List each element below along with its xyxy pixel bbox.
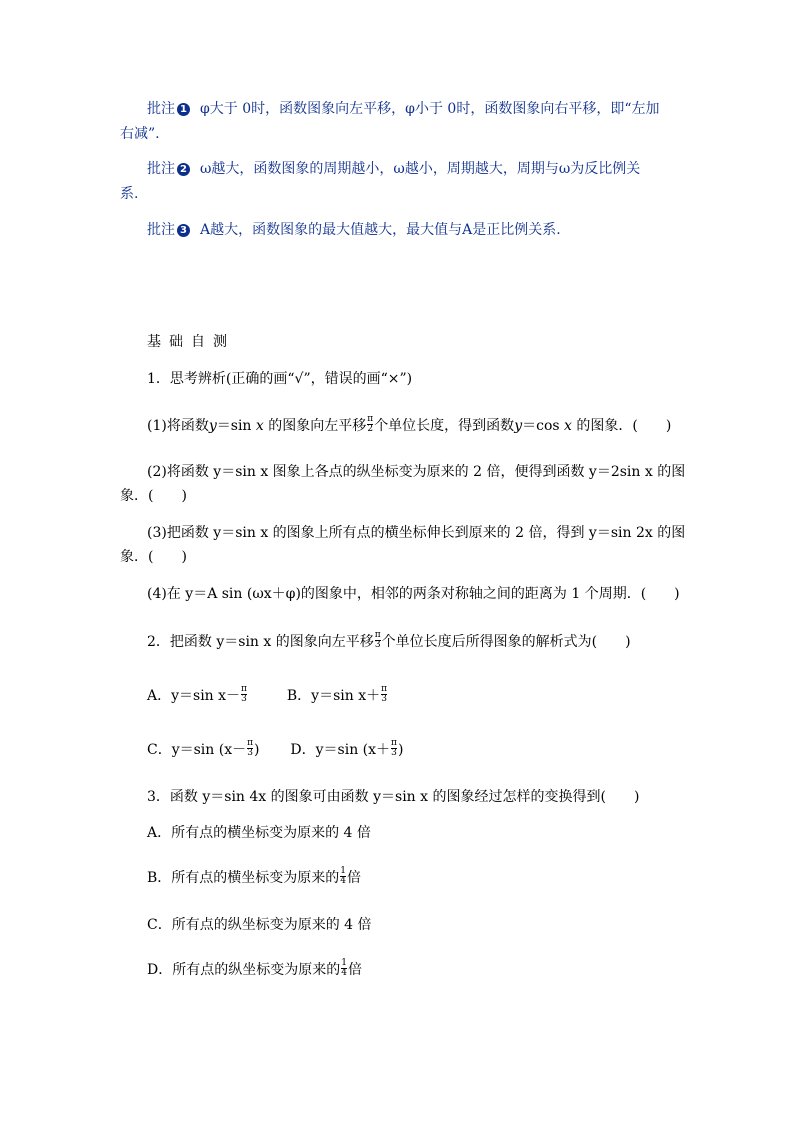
fraction — [340, 867, 346, 886]
note-2-cont: 系. — [120, 186, 139, 202]
numerator: 1 — [341, 957, 347, 968]
text: ) — [254, 742, 260, 758]
question-1-stem: 1．思考辨析(正确的画“√”，错误的画“×”) — [147, 371, 413, 387]
question-3-option-d — [147, 958, 707, 982]
note-label: 批注 — [147, 101, 175, 117]
text: 倍 — [347, 962, 362, 978]
question-2-stem — [147, 630, 707, 654]
denominator: 2 — [367, 423, 374, 434]
note-label: 批注 — [147, 161, 175, 177]
denominator: 3 — [374, 639, 381, 650]
text: y — [514, 418, 523, 434]
question-3-option-a: A．所有点的横坐标变为原来的 4 倍 — [147, 825, 371, 841]
note-1 — [147, 97, 707, 121]
note-text: A越大，函数图象的最大值越大，最大值与A是正比例关系. — [200, 222, 561, 238]
question-3-option-b — [147, 866, 707, 890]
question-1-item-3-cont: 象．( ) — [120, 549, 187, 565]
question-3-option-c: C．所有点的纵坐标变为原来的 4 倍 — [147, 917, 372, 933]
text: 2．把函数 y＝sin x 的图象向左平移 — [147, 634, 374, 650]
denominator: 3 — [241, 693, 247, 704]
text: D．所有点的纵坐标变为原来的 — [147, 962, 341, 978]
question-1-item-3: (3)把函数 y＝sin x 的图象上所有点的横坐标伸长到原来的 2 倍，得到 y＝sin 2x 的图 — [147, 525, 686, 541]
question-1-item-4: (4)在 y＝A sin (ωx＋φ)的图象中，相邻的两条对称轴之间的距离为 1 个周期．( ) — [147, 586, 680, 602]
numerator: π — [367, 413, 374, 424]
text: (1)将函数 — [147, 418, 209, 434]
question-1-item-2: (2)将函数 y＝sin x 图象上各点的纵坐标变为原来的 2 倍，便得到函数 y＝2sin x 的图 — [147, 464, 686, 480]
fraction — [381, 685, 387, 704]
question-2-options-cd — [147, 738, 707, 762]
fraction — [341, 959, 347, 978]
option-d: D．y＝sin (x＋ — [290, 742, 391, 758]
text: 的图象向左平移 — [268, 418, 367, 434]
section-title: 基础自测 — [147, 334, 235, 350]
note-label: 批注 — [147, 222, 175, 238]
note-3 — [147, 218, 707, 242]
note-text: ω越大，函数图象的周期越小，ω越小，周期越大，周期与ω为反比例关 — [200, 161, 641, 177]
number-badge-icon: 2 — [177, 163, 190, 176]
question-1-item-1 — [147, 414, 707, 438]
denominator: 3 — [391, 747, 397, 758]
text: B．所有点的横坐标变为原来的 — [147, 870, 340, 886]
option-a: A．y＝sin x－ — [147, 688, 241, 704]
option-c: C．y＝sin (x－ — [147, 742, 247, 758]
text: 的图象．( ) — [576, 418, 672, 434]
numerator: 1 — [340, 865, 347, 876]
note-1-cont: 右减”. — [120, 126, 160, 142]
note-text: φ大于 0时，函数图象向左平移，φ小于 0时，函数图象向右平移，即“左加 — [200, 101, 660, 117]
text: x — [564, 418, 572, 434]
fraction — [375, 631, 381, 650]
numerator: π — [391, 737, 397, 748]
numerator: π — [247, 737, 254, 748]
numerator: π — [381, 683, 388, 694]
question-1-item-2-cont: 象．( ) — [120, 488, 187, 504]
text: ) — [397, 742, 404, 758]
option-b: B．y＝sin x＋ — [286, 688, 381, 704]
denominator: 4 — [341, 967, 347, 978]
number-badge-icon: 1 — [177, 103, 190, 116]
text: ＝cos — [522, 418, 560, 434]
numerator: π — [374, 629, 381, 640]
text: 倍 — [347, 870, 362, 886]
numerator: π — [241, 683, 247, 694]
question-3-stem: 3．函数 y＝sin 4x 的图象可由函数 y＝sin x 的图象经过怎样的变换得到( ) — [147, 789, 640, 805]
fraction — [241, 685, 247, 704]
fraction — [367, 415, 373, 434]
number-badge-icon: 3 — [177, 224, 190, 237]
text: x — [255, 418, 264, 434]
text: y — [208, 418, 217, 434]
text: 个单位长度，得到函数 — [374, 418, 515, 434]
text: ＝sin — [216, 418, 252, 434]
denominator: 4 — [340, 875, 347, 886]
text: 个单位长度后所得图象的解析式为( ) — [381, 634, 631, 650]
denominator: 3 — [247, 747, 253, 758]
question-2-options-ab — [147, 684, 707, 708]
denominator: 3 — [381, 693, 387, 704]
fraction — [247, 739, 253, 758]
note-2 — [147, 157, 707, 181]
fraction — [391, 739, 397, 758]
